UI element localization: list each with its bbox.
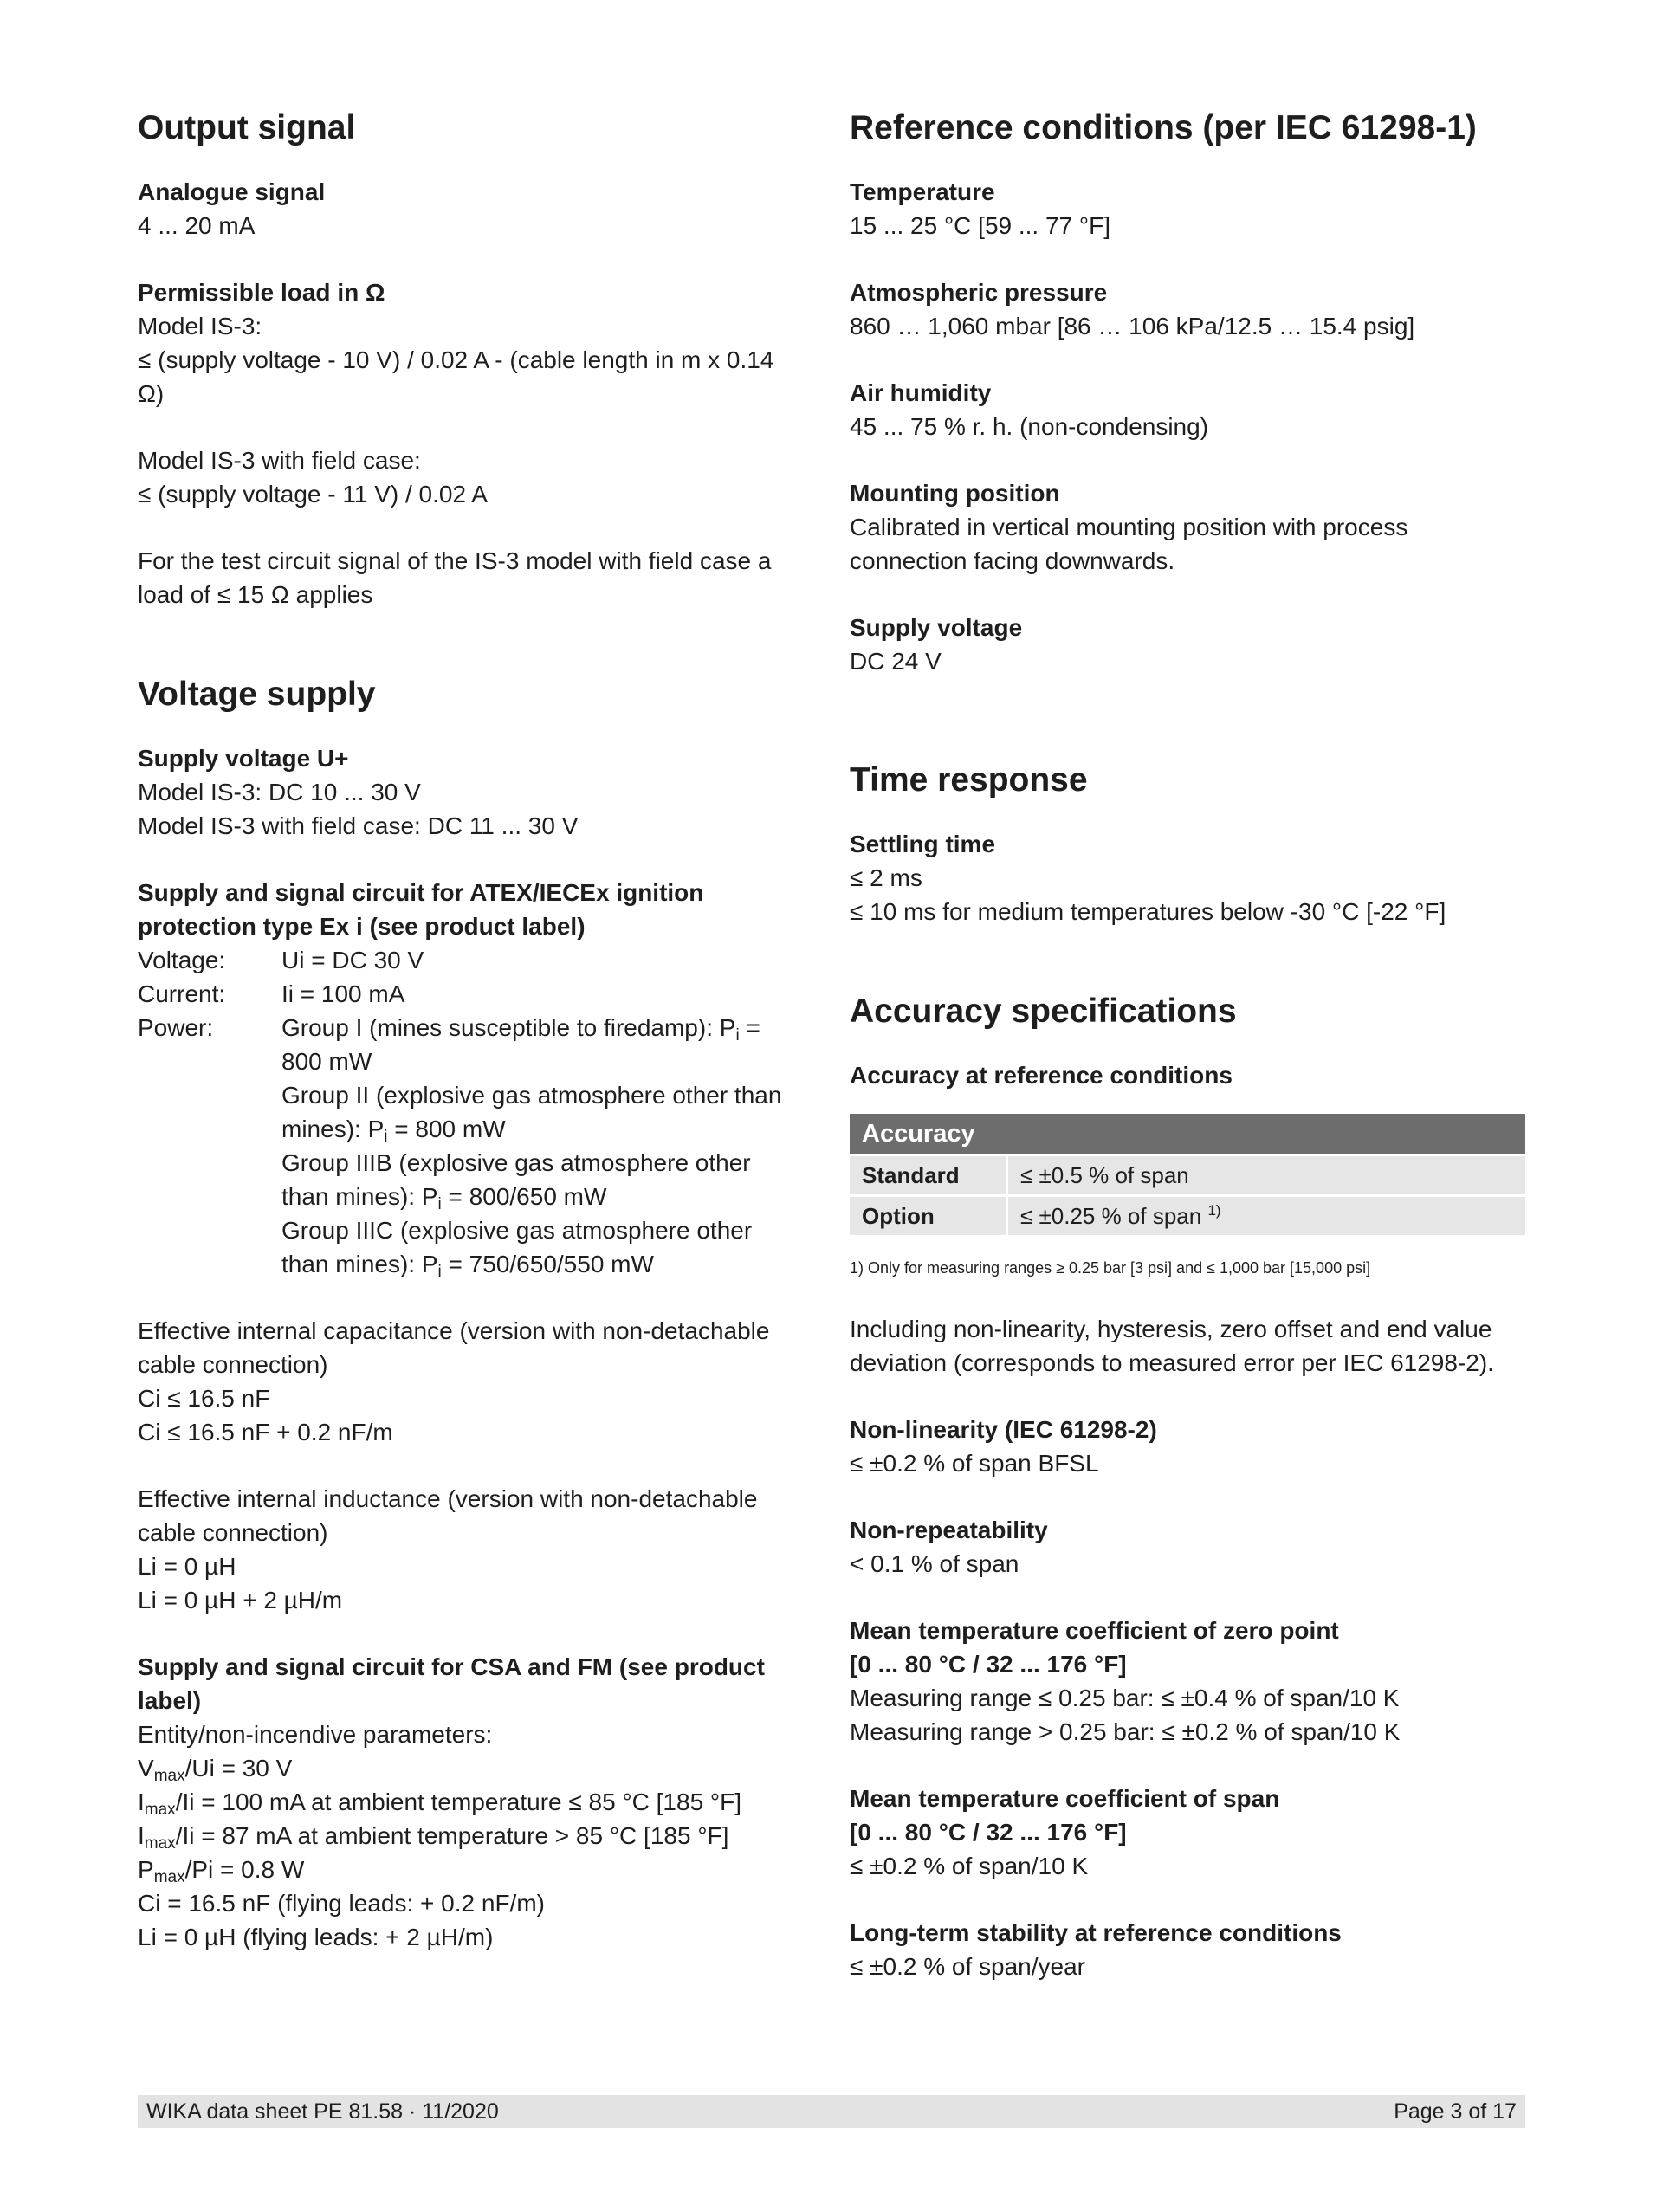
span-coefficient-block [850,1782,1525,1883]
param-key: Voltage: [138,947,226,973]
value: /Ii = 100 mA at ambient temperature ≤ 85 °C [185 °F] [175,1788,741,1815]
subscript: i [437,1195,442,1213]
group-iiic-text: Group IIIC (explosive gas atmosphere other [281,1217,753,1244]
inductance-block [138,1482,805,1617]
supply-voltage-block [138,741,805,843]
load-is3-formula: ≤ (supply voltage - 10 V) / 0.02 A - (cable length in m x 0.14 Ω) [138,346,774,407]
accuracy-table [850,1111,1525,1238]
group-iiib-value: = 800/650 mW [441,1183,607,1210]
test-circuit-line: For the test circuit signal of the IS-3 model with field case a [138,547,772,574]
capacitance-line: Effective internal capacitance (version with non-detachable [138,1317,770,1344]
including-line: Including non-linearity, hysteresis, zero offset and end value [850,1316,1492,1342]
test-circuit-block [138,544,805,611]
right-column [850,102,1525,1983]
param-key: Power: [138,1014,214,1041]
pressure-label: Atmospheric pressure [850,279,1108,306]
group-i-value: 800 mW [281,1048,372,1075]
subscript: max [153,1767,185,1785]
capacitance-block [138,1314,805,1449]
symbol: I [138,1822,145,1849]
param-value: Ui = DC 30 V [281,947,424,973]
longterm-block [850,1916,1525,1983]
table-header: Accuracy [850,1114,1525,1154]
capacitance-line: Ci ≤ 16.5 nF [138,1385,270,1412]
symbol: I [138,1788,145,1815]
permissible-load-label: Permissible load in Ω [138,279,385,306]
footnote-ref: 1) [1207,1201,1221,1219]
analogue-signal-label: Analogue signal [138,178,326,205]
load-is3-model: Model IS-3: [138,313,262,340]
param-value: Ii = 100 mA [281,980,405,1007]
table-cell-value [1008,1197,1525,1235]
nonrepeatability-label: Non-repeatability [850,1517,1048,1543]
pmax-line [138,1853,805,1886]
table-cell-key: Option [850,1197,1008,1235]
including-line: deviation (corresponds to measured error per IEC 61298-2). [850,1349,1494,1376]
subscript: i [437,1263,442,1281]
load-field-formula: ≤ (supply voltage - 11 V) / 0.02 A [138,481,488,508]
pressure-block [850,275,1525,343]
accuracy-ref-label: Accuracy at reference conditions [850,1062,1233,1089]
settling-line: ≤ 10 ms for medium temperatures below -30 °C [-22 °F] [850,898,1446,925]
load-field-case-block [138,443,805,511]
humidity-value: 45 ... 75 % r. h. (non-condensing) [850,413,1209,440]
ref-supply-block [850,611,1525,678]
param-row-power [138,1011,805,1281]
zero-point-label: [0 ... 80 °C / 32 ... 176 °F] [850,1651,1127,1678]
param-row-voltage [138,943,805,977]
group-ii-value: = 800 mW [387,1116,506,1142]
imax-line [138,1785,805,1819]
supply-voltage-label: Supply voltage U+ [138,745,349,772]
footer-page-number: Page 3 of 17 [1394,2099,1517,2124]
param-key: Current: [138,980,226,1007]
equals: = [739,1014,760,1041]
inductance-line: cable connection) [138,1519,328,1546]
value: /Ii = 87 mA at ambient temperature > 85 °C [185 °F] [175,1822,729,1849]
settling-label: Settling time [850,831,996,857]
table-cell-value: ≤ ±0.5 % of span [1008,1156,1525,1194]
imax-line [138,1819,805,1853]
atex-label: protection type Ex i (see product label) [138,913,586,940]
param-value [281,1011,805,1281]
supply-voltage-line: Model IS-3 with field case: DC 11 ... 30 V [138,812,579,839]
param-row-current [138,977,805,1011]
subscript: max [144,1801,176,1819]
table-header-row [850,1114,1525,1154]
ref-supply-label: Supply voltage [850,614,1023,641]
settling-block [850,827,1525,928]
vmax-line [138,1751,805,1785]
humidity-label: Air humidity [850,379,992,406]
zero-point-line: Measuring range ≤ 0.25 bar: ≤ ±0.4 % of span/10 K [850,1685,1400,1711]
zero-point-line: Measuring range > 0.25 bar: ≤ ±0.2 % of span/10 K [850,1718,1401,1745]
mounting-line: connection facing downwards. [850,547,1175,574]
csa-fm-block [138,1650,805,1954]
temperature-value: 15 ... 25 °C [59 ... 77 °F] [850,212,1110,239]
group-iiic-value: = 750/650/550 mW [441,1251,654,1277]
span-coefficient-value: ≤ ±0.2 % of span/10 K [850,1853,1089,1879]
section-title-time-response: Time response [850,761,1088,799]
nonlinearity-value: ≤ ±0.2 % of span BFSL [850,1450,1099,1477]
li-line: Li = 0 µH (flying leads: + 2 µH/m) [138,1924,494,1950]
nonrepeatability-block [850,1513,1525,1581]
analogue-signal-block [138,175,805,243]
table-footnote: 1) Only for measuring ranges ≥ 0.25 bar [3 psi] and ≤ 1,000 bar [15,000 psi] [850,1259,1371,1277]
value: /Ui = 30 V [184,1755,293,1782]
capacitance-line: Ci ≤ 16.5 nF + 0.2 nF/m [138,1419,393,1446]
inductance-line: Li = 0 µH [138,1553,236,1580]
nonlinearity-block [850,1413,1525,1480]
symbol: V [138,1755,154,1782]
value: /Pi = 0.8 W [184,1856,305,1883]
table-row [850,1197,1525,1235]
including-block [850,1312,1525,1380]
inductance-line: Li = 0 µH + 2 µH/m [138,1587,343,1614]
subscript: max [153,1868,185,1886]
ref-supply-value: DC 24 V [850,648,942,675]
csa-fm-label: label) [138,1687,202,1714]
test-circuit-line: load of ≤ 15 Ω applies [138,581,373,608]
mounting-block [850,476,1525,578]
nonlinearity-label: Non-linearity (IEC 61298-2) [850,1416,1157,1443]
section-title-reference-conditions: Reference conditions (per IEC 61298-1) [850,109,1477,146]
mounting-label: Mounting position [850,480,1060,507]
subscript: i [384,1128,388,1146]
group-ii-text: mines): P [281,1116,385,1142]
section-title-voltage-supply: Voltage supply [138,676,376,713]
temperature-label: Temperature [850,178,995,205]
entity-text: Entity/non-incendive parameters: [138,1721,493,1748]
subscript: max [144,1834,176,1853]
ci-line: Ci = 16.5 nF (flying leads: + 0.2 nF/m) [138,1890,545,1917]
page-footer [138,2095,1525,2128]
subscript: i [735,1026,740,1045]
footer-doc-ref: WIKA data sheet PE 81.58 · 11/2020 [146,2099,499,2124]
group-iiib-text: than mines): P [281,1183,438,1210]
supply-voltage-line: Model IS-3: DC 10 ... 30 V [138,779,421,805]
inductance-line: Effective internal inductance (version with non-detachable [138,1485,758,1512]
analogue-signal-value: 4 ... 20 mA [138,212,256,239]
group-i-text: Group I (mines susceptible to firedamp): P [281,1014,736,1041]
accuracy-ref-block [850,1058,1525,1092]
span-coefficient-label: Mean temperature coefficient of span [850,1785,1280,1812]
span-coefficient-label: [0 ... 80 °C / 32 ... 176 °F] [850,1819,1127,1846]
mounting-line: Calibrated in vertical mounting position with process [850,514,1408,540]
csa-fm-label: Supply and signal circuit for CSA and FM (see product [138,1653,765,1680]
symbol: P [138,1856,154,1883]
longterm-value: ≤ ±0.2 % of span/year [850,1953,1085,1980]
left-column [138,102,805,1954]
zero-point-label: Mean temperature coefficient of zero point [850,1617,1339,1644]
load-field-model: Model IS-3 with field case: [138,447,421,474]
longterm-label: Long-term stability at reference conditions [850,1919,1342,1946]
group-iiic-text: than mines): P [281,1251,438,1277]
atex-block [138,876,805,1281]
nonrepeatability-value: < 0.1 % of span [850,1550,1019,1577]
temperature-block [850,175,1525,243]
group-iiib-text: Group IIIB (explosive gas atmosphere other [281,1149,751,1176]
table-row [850,1156,1525,1194]
section-title-output-signal: Output signal [138,109,356,146]
table-cell-key: Standard [850,1156,1008,1194]
settling-line: ≤ 2 ms [850,864,922,891]
section-title-accuracy: Accuracy specifications [850,993,1237,1030]
permissible-load-block [138,275,805,411]
cell-text: ≤ ±0.25 % of span [1020,1202,1208,1229]
pressure-value: 860 … 1,060 mbar [86 … 106 kPa/12.5 … 15.4 psig] [850,313,1415,340]
atex-label: Supply and signal circuit for ATEX/IECEx ignition [138,879,704,906]
humidity-block [850,376,1525,443]
group-ii-text: Group II (explosive gas atmosphere other than [281,1082,782,1109]
capacitance-line: cable connection) [138,1351,328,1378]
zero-point-block [850,1614,1525,1749]
